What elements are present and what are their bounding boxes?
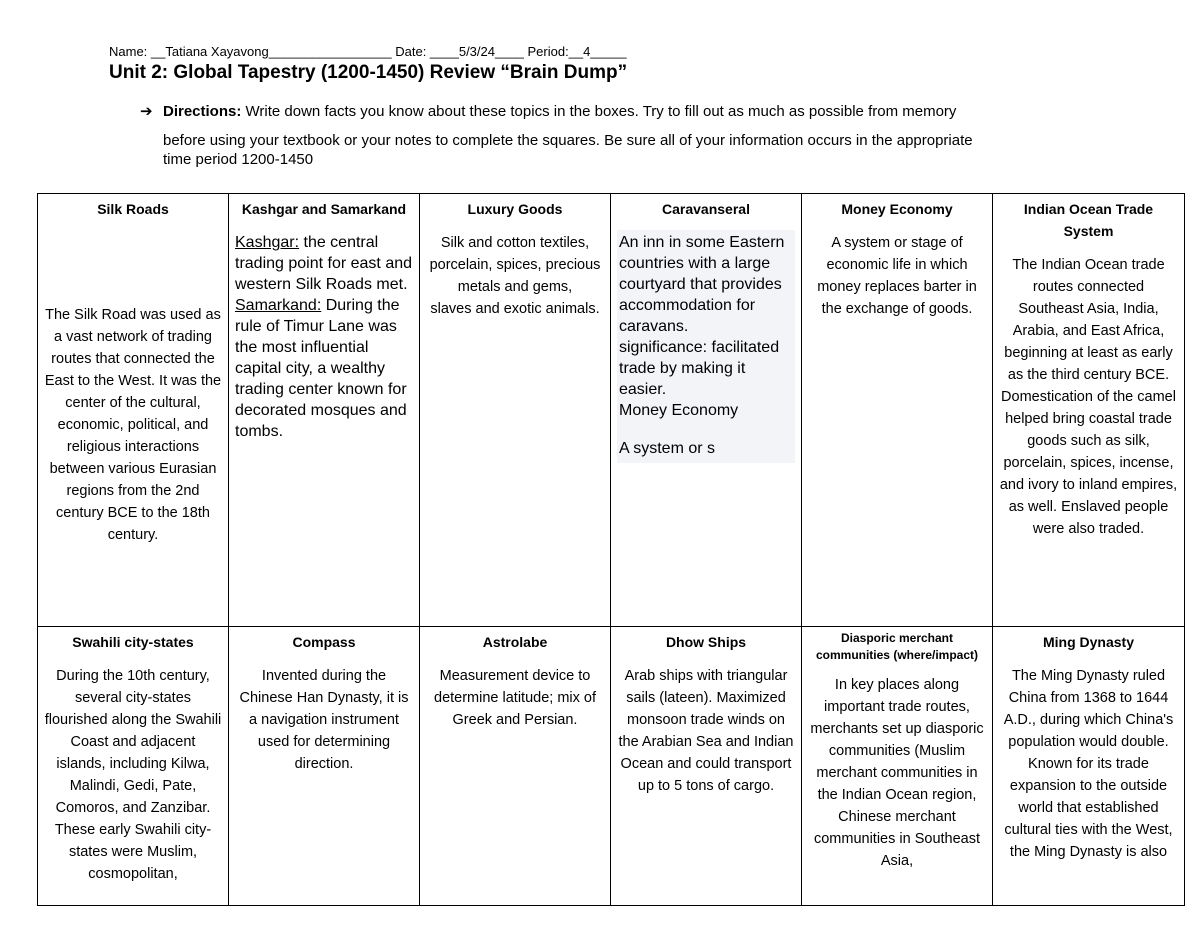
cell-text: Arab ships with triangular sails (lateen). Maximized monsoon trade winds on the Arabian Sea and Indian Ocean and could transport up to 5 tons of cargo. [618, 668, 794, 794]
cell-title: Astrolabe [482, 634, 548, 650]
cell-dhow-ships[interactable] [611, 627, 802, 906]
cell-title: Indian Ocean Trade System [1023, 201, 1154, 239]
cell-title: Caravanseral [662, 201, 750, 217]
cell-kashgar-samarkand[interactable] [229, 194, 420, 627]
arrow-bullet-icon: ➔ [140, 103, 153, 120]
caravan-text-1: An inn in some Eastern countries with a large courtyard that provides accommodation for caravans. [619, 234, 785, 335]
directions-line-1 [163, 101, 956, 122]
luxury-text-1: Silk and cotton textiles, porcelain, spices, precious metals and gems, [429, 235, 601, 295]
cell-title: Compass [292, 634, 356, 650]
samarkand-label: Samarkand: [235, 297, 322, 314]
cell-title: Swahili city-states [72, 634, 194, 650]
student-info-line: Name: __Tatiana Xayavong_________________ Date: ____5/3/24____ Period:__4_____ [109, 44, 627, 59]
cell-diasporic-communities[interactable] [802, 627, 993, 906]
grid-row-2 [38, 627, 1185, 906]
samarkand-text: During the rule of Timur Lane was the most influential capital city, a wealthy trading center known for decorated mosques and tombs. [235, 297, 407, 440]
cell-text: Invented during the Chinese Han Dynasty, it is a navigation instrument used for determining direction. [239, 668, 409, 772]
caravan-text-2: significance: facilitated trade by making it easier. [619, 339, 780, 398]
cell-ming-dynasty[interactable] [993, 627, 1185, 906]
directions-line-3: time period 1200-1450 [163, 151, 314, 168]
cell-title: Diasporic merchant communities (where/impact) [815, 631, 979, 662]
cell-luxury-goods[interactable] [420, 194, 611, 627]
cell-text [617, 230, 795, 463]
kashgar-label: Kashgar: [235, 234, 300, 251]
cell-text: In key places along important trade routes, merchants set up diasporic communities (Muslim merchant communities in the Indian Ocean region, Chinese merchant communities in Southeast Asia, [810, 677, 984, 869]
cell-text: During the 10th century, several city-states flourished along the Swahili Coast and adjacent islands, including Kilwa, Malindi, Gedi, Pate, Comoros, and Zanzibar. These early Swahili city-states were Muslim, cosmopolitan, [44, 668, 222, 882]
cell-text [235, 232, 413, 442]
cell-title: Dhow Ships [665, 634, 747, 650]
cell-text: The Indian Ocean trade routes connected Southeast Asia, India, Arabia, and East Africa, beginning at least as early as the third century BCE. Domestication of the camel helped bring coastal trade goods such as silk, porcelain, spices, incense, and ivory to inland empires, as well. Enslaved people were also traded. [999, 257, 1178, 537]
caravan-text-3: Money Economy [619, 402, 739, 419]
cell-title: Luxury Goods [467, 201, 563, 217]
cell-text: Measurement device to determine latitude; mix of Greek and Persian. [434, 668, 596, 728]
cell-silk-roads[interactable] [38, 194, 229, 627]
cell-money-economy[interactable] [802, 194, 993, 627]
luxury-text-2: slaves and exotic animals. [430, 301, 600, 317]
cell-astrolabe[interactable] [420, 627, 611, 906]
kashgar-text: the central trading point for east and western Silk Roads met. [235, 234, 413, 293]
cell-indian-ocean-trade[interactable] [993, 194, 1185, 627]
directions-text-1: Write down facts you know about these topics in the boxes. Try to fill out as much as possible from memory [241, 103, 957, 120]
cell-text [426, 232, 604, 320]
review-grid [37, 193, 1185, 906]
caravan-text-4: A system or s [619, 440, 716, 457]
cell-compass[interactable] [229, 627, 420, 906]
cell-text: The Silk Road was used as a vast network of trading routes that connected the East to the West. It was the center of the cultural, economic, political, and religious interactions between various Eurasian regions from the 2nd century BCE to the 18th century. [44, 307, 222, 543]
grid-row-1 [38, 194, 1185, 627]
cell-title: Money Economy [841, 201, 953, 217]
cell-title: Silk Roads [97, 201, 169, 217]
page-title: Unit 2: Global Tapestry (1200-1450) Review “Brain Dump” [109, 62, 628, 83]
directions-line-2: before using your textbook or your notes to complete the squares. Be sure all of your information occurs in the appropriate [163, 132, 973, 149]
cell-caravanseral[interactable] [611, 194, 802, 627]
cell-swahili-city-states[interactable] [38, 627, 229, 906]
cell-title: Kashgar and Samarkand [241, 201, 407, 217]
cell-title: Ming Dynasty [1042, 634, 1134, 650]
cell-text: A system or stage of economic life in which money replaces barter in the exchange of goods. [817, 235, 977, 317]
directions-label: Directions: [163, 103, 242, 120]
cell-text: The Ming Dynasty ruled China from 1368 to 1644 A.D., during which China's population would double. Known for its trade expansion to the outside world that established cultural ties with the West, the Ming Dynasty is also [1003, 668, 1174, 860]
